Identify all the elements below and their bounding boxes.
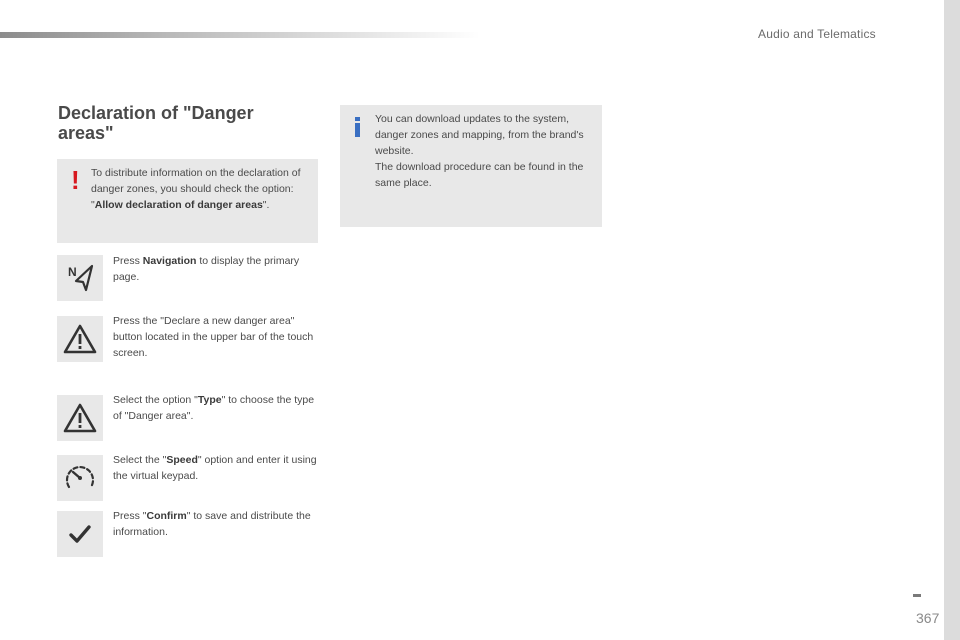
section-header: Audio and Telematics <box>758 27 876 41</box>
step-confirm-text: Press "Confirm" to save and distribute the information. <box>113 510 311 538</box>
checkmark-icon <box>57 511 103 557</box>
step-navigation-text: Press Navigation to display the primary page. <box>113 255 300 283</box>
step-declare-text: Press the "Declare a new danger area" button located in the upper bar of the touch screen. <box>113 315 314 359</box>
header-decoration-stripe <box>0 32 480 38</box>
allow-declaration-option: Allow declaration of danger areas <box>94 199 263 211</box>
navigation-icon <box>57 255 103 301</box>
speedometer-icon <box>57 455 103 501</box>
info-note-text: You can download updates to the system, danger zones and mapping, from the brand's website. The download procedure can be found in the same place. <box>375 113 584 189</box>
step-type-text: Select the option "Type" to choose the type of "Danger area". <box>113 394 315 422</box>
page-number: 367 <box>916 610 940 626</box>
warning-note <box>57 159 318 243</box>
exclamation-icon: ! <box>71 165 80 195</box>
step-speed-text: Select the "Speed" option and enter it using the virtual keypad. <box>113 454 317 482</box>
info-icon <box>355 117 360 137</box>
warning-note-text: To distribute information on the declaration of danger zones, you should check the option: "Allow declaration of danger areas". <box>91 167 301 211</box>
svg-text:N: N <box>68 265 77 279</box>
info-note <box>340 105 602 227</box>
page-edge-strip <box>944 0 960 640</box>
page-title: Declaration of "Danger areas" <box>58 103 254 143</box>
warning-triangle-icon <box>57 316 103 362</box>
page-marker <box>913 594 921 601</box>
warning-triangle-icon <box>57 395 103 441</box>
